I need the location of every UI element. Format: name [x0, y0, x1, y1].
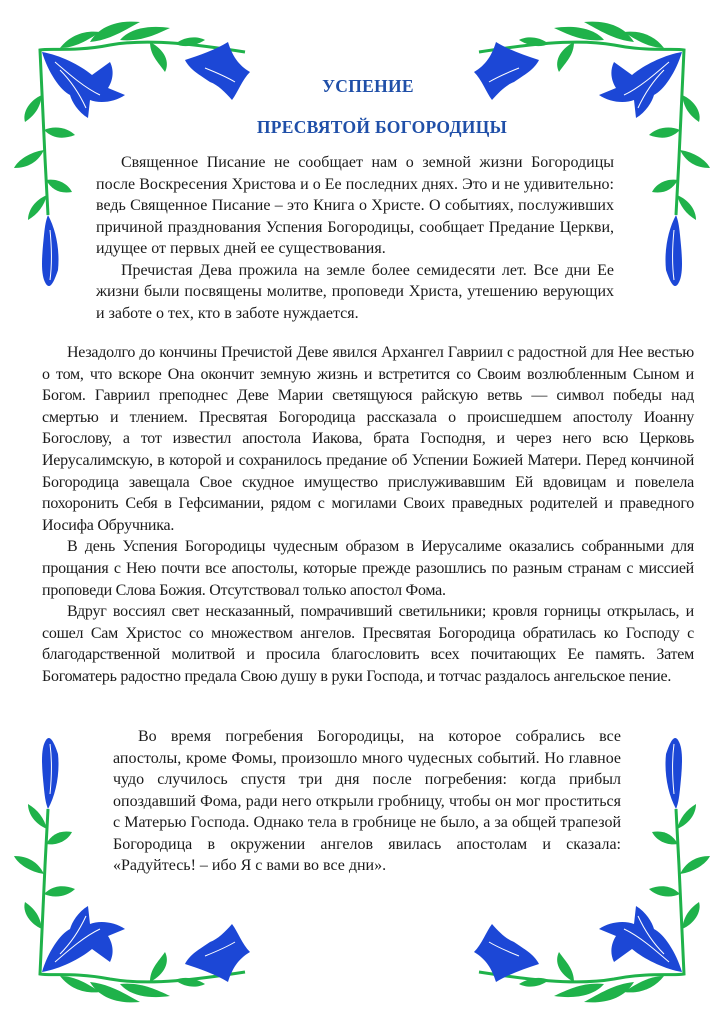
intro-section — [96, 152, 614, 324]
main-paragraph: Незадолго до кончины Пречистой Деве явился Архангел Гавриил с радостной для Нее вестью о том, что вскоре Она окончит земную жизнь и встретится со Своим возлюбленным Сыном и Богом. Гавриил преподнес Деве Марии светящуюся райскую ветвь — символ победы над смертью и тлением. Пресвятая Богородица рассказала о происшедшем апостолу Иоанну Богослову, а тот известил апостола Иакова, брата Господня, и через него всю Церковь Иерусалимскую, в которой и сохранилось предание об Успении Божией Матери. Перед кончиной Богородица завещала Свое скудное имущество прислуживавшим Ей вдовицам и повелела похоронить Себя в Гефсимании, рядом с могилами Своих праведных родителей и праведного Иосифа Обручника. — [42, 344, 694, 534]
closing-section — [113, 726, 621, 877]
main-section — [42, 342, 694, 688]
closing-paragraph: Во время погребения Богородицы, на которое собрались все апостолы, кроме Фомы, произошло много чудесных событий. Но главное чудо случилось спустя три дня после погребения: когда прибыл опоздавший Фома, ради него открыли гробницу, чтобы он мог проститься с Матерью Господа. Однако тела в гробнице не было, а за общей трапезой Богородица в окружении ангелов явилась апостолам и сказала: «Радуйтесь! – ибо Я с вами во все дни». — [113, 728, 621, 874]
main-paragraph: Вдруг воссиял свет несказанный, помрачивший светильники; кровля горницы открылась, и сошел Сам Христос со множеством ангелов. Пресвятая Богородица обратилась ко Господу с благодарственной молитвой и просила благословить всех почитающих Ее память. Затем Богоматерь радостно предала Свою душу в руки Господа, и тотчас раздалось ангельское пение. — [42, 603, 694, 685]
main-paragraph: В день Успения Богородицы чудесным образом в Иерусалиме оказались собранными для прощания с Нею почти все апостолы, которые прежде разошлись по разным странам с миссией проповеди Слова Божия. Отсутствовал только апостол Фома. — [42, 538, 694, 599]
intro-paragraph: Священное Писание не сообщает нам о земной жизни Богородицы после Воскресения Христова и о Ее последних днях. Это и не удивительно: ведь Священное Писание – это Книга о Христе. О событиях, послуживших причиной празднования Успения Богородицы, сообщает Предание Церкви, идущее от первых дней ее существования. — [96, 154, 614, 257]
page-title-line-2: ПРЕСВЯТОЙ БОГОРОДИЦЫ — [256, 117, 508, 137]
page-title-line-1: УСПЕНИЕ — [322, 76, 414, 96]
intro-paragraph: Пречистая Дева прожила на земле более семидесяти лет. Все дни Ее жизни были посвящены молитве, проповеди Христа, утешению верующих и заботе о тех, кто в заботе нуждается. — [96, 261, 614, 322]
